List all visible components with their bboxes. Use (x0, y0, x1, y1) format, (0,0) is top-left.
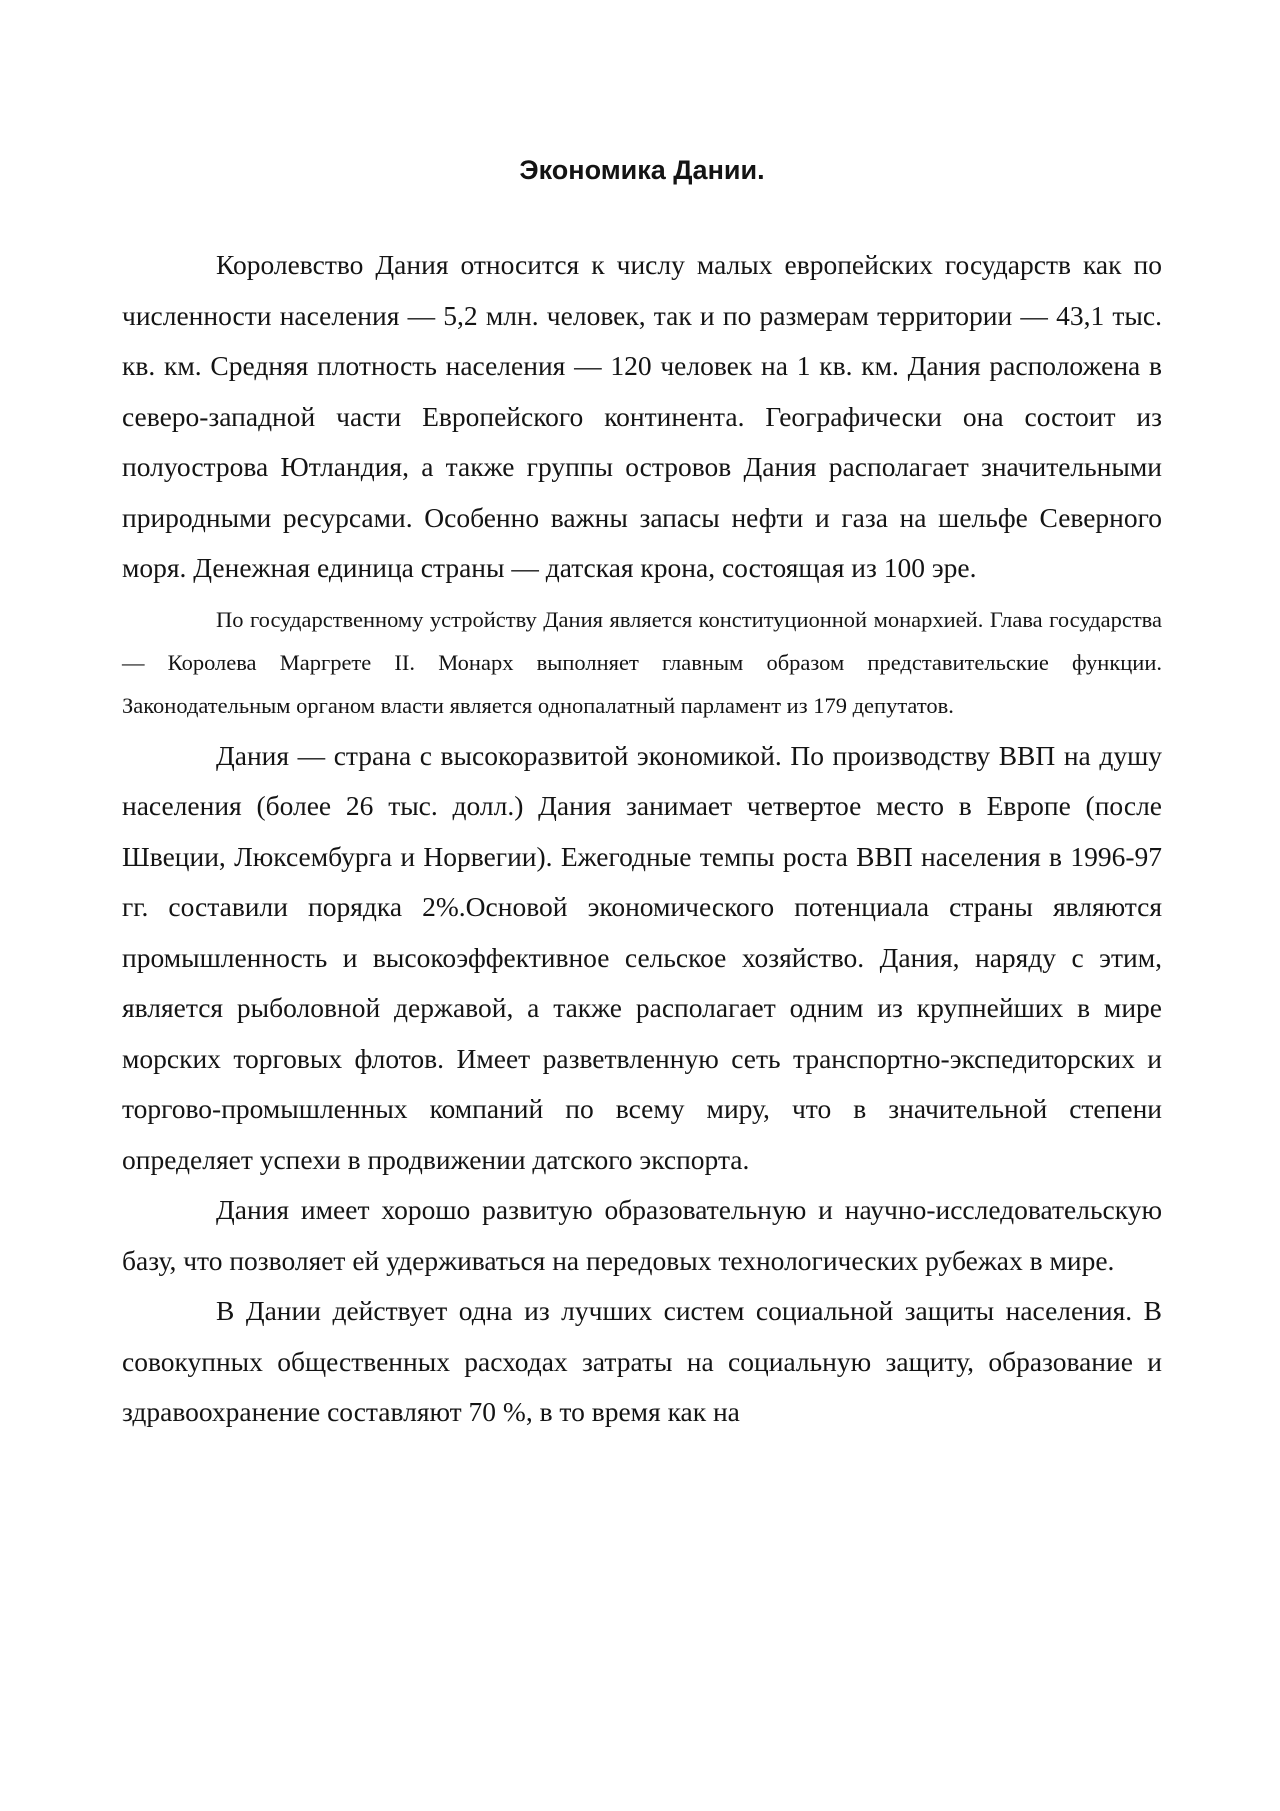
document-title: Экономика Дании. (519, 155, 765, 185)
paragraph-economy: Дания — страна с высокоразвитой экономикой. По производству ВВП на душу населения (более 26 тыс. долл.) Дания занимает четвертое место в Европе (после Швеции, Люксембурга и Норвегии). Ежегодные темпы роста ВВП населения в 1996-97 гг. составили порядка 2%.Основой экономического потенциала страны являются промышленность и высокоэффективное сельское хозяйство. Дания, наряду с этим, является рыболовной державой, а также располагает одним из крупнейших в мире морских торговых флотов. Имеет разветвленную сеть транспортно-экспедиторских и торгово-промышленных компаний по всему миру, что в значительной степени определяет успехи в продвижении датского экспорта. (122, 739, 1162, 1175)
document-body (122, 240, 1162, 1438)
paragraph-social-protection: В Дании действует одна из лучших систем социальной защиты населения. В совокупных общественных расходах затраты на социальную защиту, образование и здравоохранение составляют 70 %, в то время как на (122, 1295, 1162, 1427)
paragraph-education: Дания имеет хорошо развитую образовательную и научно-исследовательскую базу, что позволяет ей удерживаться на передовых технологических рубежах в мире. (122, 1194, 1162, 1276)
paragraph-government: По государственному устройству Дания является конституционной монархией. Глава государства — Королева Маргрете II. Монарх выполняет главным образом представительские функции. Законодательным органом власти является однопалатный парламент из 179 депутатов. (122, 606, 1162, 718)
paragraph-geography: Королевство Дания относится к числу малых европейских государств как по численности населения — 5,2 млн. человек, так и по размерам территории — 43,1 тыс. кв. км. Средняя плотность населения — 120 человек на 1 кв. км. Дания расположена в северо-западной части Европейского континента. Географически она состоит из полуострова Ютландия, а также группы островов Дания располагает значительными природными ресурсами. Особенно важны запасы нефти и газа на шельфе Северного моря. Денежная единица страны — датская крона, состоящая из 100 эре. (122, 249, 1162, 583)
